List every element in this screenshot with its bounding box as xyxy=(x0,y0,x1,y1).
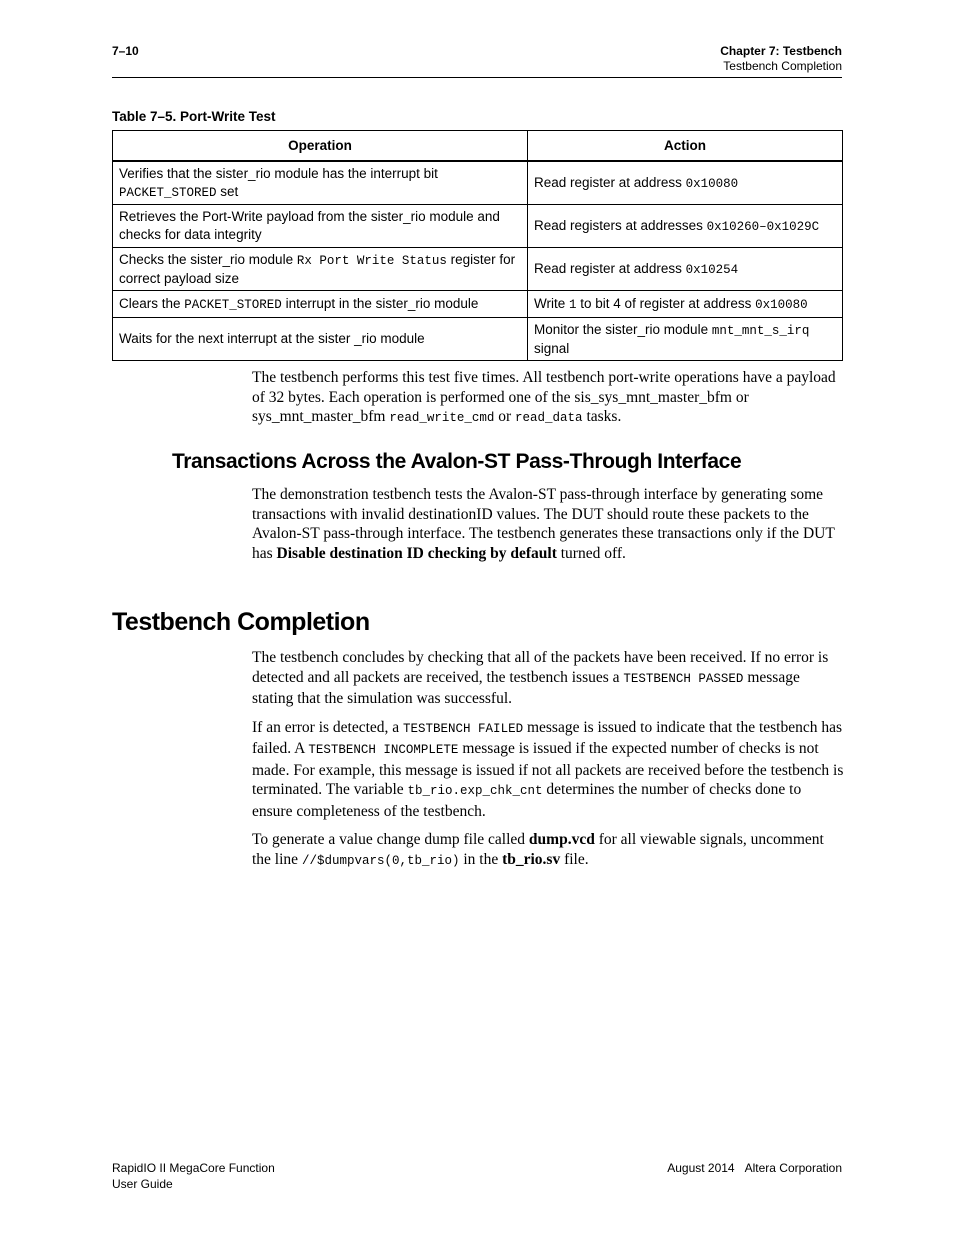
operation-cell: Verifies that the sister_rio module has the interrupt bit PACKET_STORED set xyxy=(113,161,528,205)
port-write-description xyxy=(252,368,844,438)
paragraph: To generate a value change dump file called dump.vcd for all viewable signals, uncomment the line //$dumpvars(0,tb_rio) in the tb_rio.sv file. xyxy=(252,831,824,868)
section-heading-completion: Testbench Completion xyxy=(112,608,370,636)
company-name: Altera Corporation xyxy=(744,1161,842,1175)
paragraph: The testbench concludes by checking that all of the packets have been received. If no error is detected and all packets are received, the testbench issues a TESTBENCH PASSED message stating that the simulation was successful. xyxy=(252,649,829,707)
action-cell: Read register at address 0x10080 xyxy=(528,161,843,205)
operation-cell: Waits for the next interrupt at the sister _rio module xyxy=(113,318,528,361)
paragraph: The demonstration testbench tests the Avalon-ST pass-through interface by generating some transactions with invalid destinationID values. The DUT should route these packets to the Avalon-ST pass-through interface. The testbench generates these transactions only if the DUT has Disable destination ID checking by default turned off. xyxy=(252,486,835,562)
publication-date: August 2014 xyxy=(667,1161,735,1175)
operation-cell: Retrieves the Port-Write payload from the sister_rio module and checks for data integrity xyxy=(113,205,528,248)
section-heading-avalon: Transactions Across the Avalon-ST Pass-Through Interface xyxy=(172,450,742,473)
table-row xyxy=(113,205,843,248)
running-header xyxy=(720,44,842,74)
table-row xyxy=(113,248,843,291)
table-caption: Table 7–5. Port-Write Test xyxy=(112,109,276,124)
footer-right xyxy=(667,1160,842,1176)
document-type: User Guide xyxy=(112,1177,173,1191)
action-cell: Read register at address 0x10254 xyxy=(528,248,843,291)
footer-left xyxy=(112,1160,275,1192)
operation-cell: Checks the sister_rio module Rx Port Write Status register for correct payload size xyxy=(113,248,528,291)
table-row xyxy=(113,291,843,318)
table-row xyxy=(113,161,843,205)
action-cell: Read registers at addresses 0x10260–0x1029C xyxy=(528,205,843,248)
table-row xyxy=(113,318,843,361)
port-write-table xyxy=(112,130,843,361)
page-number: 7–10 xyxy=(112,44,139,58)
column-header-operation: Operation xyxy=(113,131,528,162)
chapter-title: Chapter 7: Testbench xyxy=(720,44,842,58)
header-rule xyxy=(112,77,842,78)
completion-section-body xyxy=(252,648,844,880)
column-header-action: Action xyxy=(528,131,843,162)
paragraph: The testbench performs this test five times. All testbench port-write operations have a payload of 32 bytes. Each operation is performed one of the sis_sys_mnt_master_bfm or sys_mnt_master_bfm read_write_cmd or read_data tasks. xyxy=(252,369,836,425)
avalon-section-body xyxy=(252,485,844,572)
document-title: RapidIO II MegaCore Function xyxy=(112,1161,275,1175)
action-cell: Monitor the sister_rio module mnt_mnt_s_irq signal xyxy=(528,318,843,361)
operation-cell: Clears the PACKET_STORED interrupt in the sister_rio module xyxy=(113,291,528,318)
section-title: Testbench Completion xyxy=(723,59,842,73)
action-cell: Write 1 to bit 4 of register at address 0x10080 xyxy=(528,291,843,318)
table-header-row xyxy=(113,131,843,162)
paragraph: If an error is detected, a TESTBENCH FAILED message is issued to indicate that the testbench has failed. A TESTBENCH INCOMPLETE message is issued if the expected number of checks is not made. For example, this message is issued if not all packets are received before the testbench is terminated. The variable tb_rio.exp_chk_cnt determines the number of checks done to ensure completeness of the testbench. xyxy=(252,718,844,820)
